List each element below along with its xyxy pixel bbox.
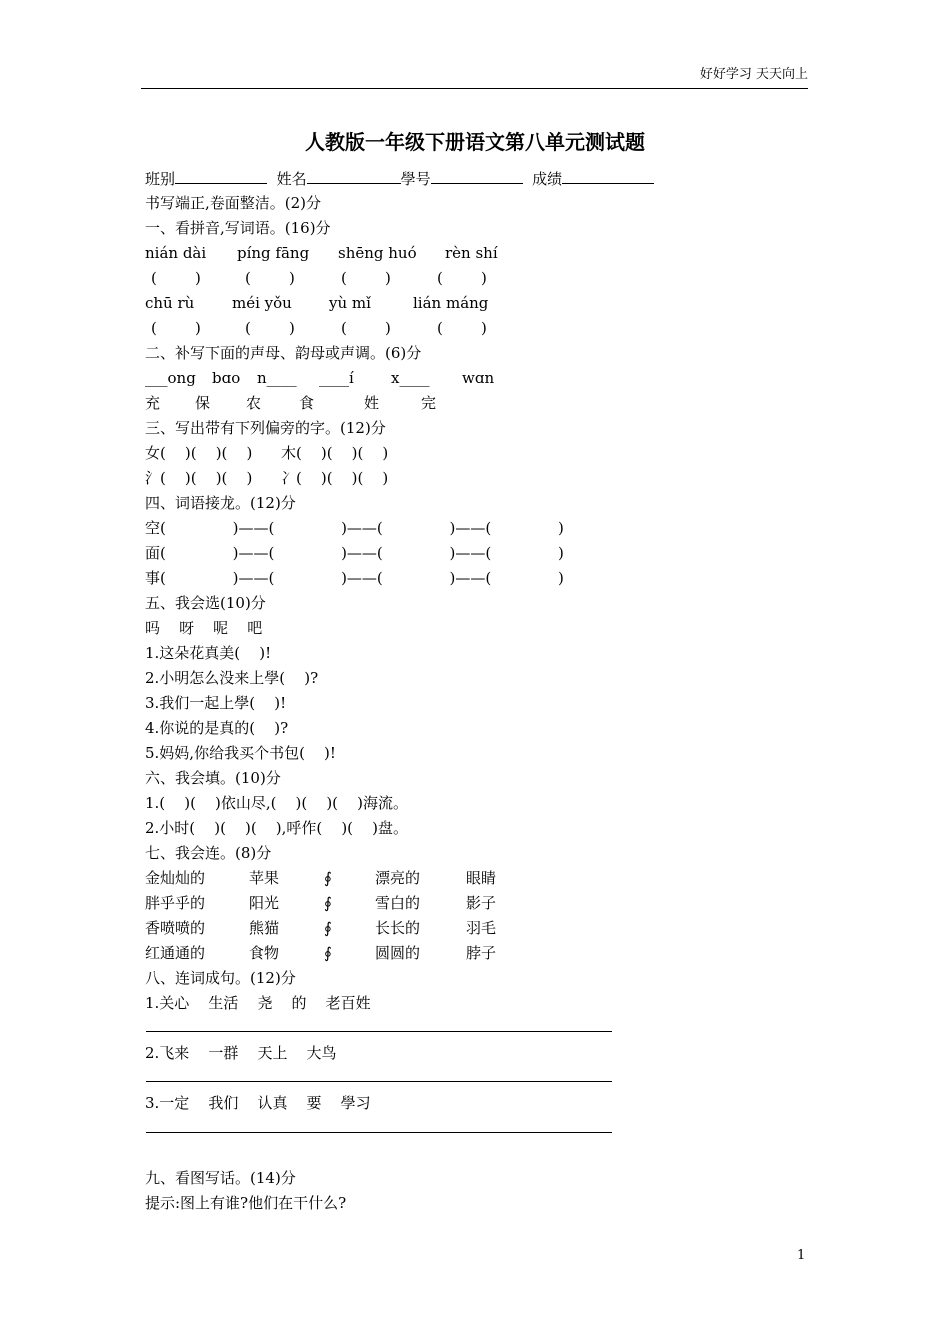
number-label: 學号 xyxy=(400,170,431,188)
hanzi-item: 姓 xyxy=(364,394,380,412)
pinyin-item: nián dài xyxy=(145,244,207,262)
answer-paren[interactable]: ( ) xyxy=(437,269,487,287)
poem-fill-item[interactable]: 1.( )( )依山尽,( )( )( )海流。 xyxy=(145,794,408,812)
section-9-heading: 九、看图写话。(14)分 xyxy=(145,1169,296,1187)
radical-line-1[interactable]: 女( )( )( ) 木( )( )( ) xyxy=(145,444,389,462)
section-5-heading: 五、我会选(10)分 xyxy=(145,594,266,612)
phonetic-item: wɑn xyxy=(462,369,495,387)
answer-line[interactable] xyxy=(146,1031,612,1032)
match-symbol: ∮ xyxy=(324,944,332,962)
answer-line[interactable] xyxy=(146,1081,612,1082)
phonetic-item: ___ong xyxy=(145,369,196,387)
page-number: 1 xyxy=(797,1248,806,1263)
sentence-words: 2.飞来 一群 天上 大鸟 xyxy=(145,1044,337,1062)
chain-start-word: 面 xyxy=(145,544,161,562)
choice-item[interactable]: 1.这朵花真美( )! xyxy=(145,644,272,662)
phonetic-item: ____í xyxy=(319,369,354,387)
hanzi-item: 充 xyxy=(145,394,161,412)
pinyin-item: shēng huó xyxy=(338,244,417,262)
hanzi-item: 食 xyxy=(299,394,315,412)
phonetic-item: n____ xyxy=(257,369,297,387)
answer-paren[interactable]: ( ) xyxy=(437,319,487,337)
match-noun[interactable]: 影子 xyxy=(466,894,497,912)
match-adjective[interactable]: 胖乎乎的 xyxy=(145,894,206,912)
phonetic-item: x____ xyxy=(391,369,430,387)
chain-start-word: 空 xyxy=(145,519,161,537)
match-symbol: ∮ xyxy=(324,919,332,937)
pinyin-item: chū rù xyxy=(145,294,195,312)
match-noun[interactable]: 脖子 xyxy=(466,944,497,962)
match-adjective[interactable]: 漂亮的 xyxy=(375,869,421,887)
match-noun[interactable]: 羽毛 xyxy=(466,919,497,937)
section-2-heading: 二、补写下面的声母、韵母或声调。(6)分 xyxy=(145,344,422,362)
student-info-line xyxy=(145,168,654,189)
writing-hint: 提示:图上有谁?他们在干什么? xyxy=(145,1194,347,1212)
match-adjective[interactable]: 金灿灿的 xyxy=(145,869,206,887)
number-blank[interactable] xyxy=(431,168,523,184)
chain-row[interactable] xyxy=(145,568,564,588)
answer-line[interactable] xyxy=(146,1132,612,1133)
answer-paren[interactable]: ( ) xyxy=(341,269,391,287)
chain-row[interactable] xyxy=(145,518,564,538)
answer-paren[interactable]: ( ) xyxy=(151,269,201,287)
section-3-heading: 三、写出带有下列偏旁的字。(12)分 xyxy=(145,419,386,437)
match-adjective[interactable]: 长长的 xyxy=(375,919,421,937)
chain-blanks[interactable]: ( )——( )——( )——( ) xyxy=(160,544,564,562)
neatness-note: 书写端正,卷面整洁。(2)分 xyxy=(145,194,322,212)
match-symbol: ∮ xyxy=(324,869,332,887)
match-noun[interactable]: 苹果 xyxy=(249,869,280,887)
name-label: 姓名 xyxy=(276,170,307,188)
section-7-heading: 七、我会连。(8)分 xyxy=(145,844,272,862)
answer-paren[interactable]: ( ) xyxy=(245,269,295,287)
sentence-words: 3.一定 我们 认真 要 學习 xyxy=(145,1094,371,1112)
match-symbol: ∮ xyxy=(324,894,332,912)
particle-options: 吗 呀 呢 吧 xyxy=(145,619,263,637)
match-noun[interactable]: 食物 xyxy=(249,944,280,962)
match-noun[interactable]: 眼睛 xyxy=(466,869,497,887)
choice-item[interactable]: 2.小明怎么没来上學( )? xyxy=(145,669,319,687)
chain-start-word: 事 xyxy=(145,569,161,587)
pinyin-item: lián máng xyxy=(413,294,489,312)
pinyin-item: píng fāng xyxy=(237,244,310,262)
section-6-heading: 六、我会填。(10)分 xyxy=(145,769,281,787)
sentence-words: 1.关心 生活 尧 的 老百姓 xyxy=(145,994,371,1012)
poem-fill-item[interactable]: 2.小时( )( )( ),呼作( )( )盘。 xyxy=(145,819,408,837)
match-noun[interactable]: 熊猫 xyxy=(249,919,280,937)
match-adjective[interactable]: 圆圆的 xyxy=(375,944,421,962)
pinyin-item: méi yǒu xyxy=(232,294,292,312)
hanzi-item: 完 xyxy=(421,394,437,412)
header-motto: 好好学习 天天向上 xyxy=(699,67,808,82)
header-rule xyxy=(141,88,808,89)
match-adjective[interactable]: 香喷喷的 xyxy=(145,919,206,937)
chain-blanks[interactable]: ( )——( )——( )——( ) xyxy=(160,519,564,537)
match-adjective[interactable]: 雪白的 xyxy=(375,894,421,912)
hanzi-item: 保 xyxy=(195,394,211,412)
choice-item[interactable]: 3.我们一起上學( )! xyxy=(145,694,287,712)
match-adjective[interactable]: 红通通的 xyxy=(145,944,206,962)
section-1-heading: 一、看拼音,写词语。(16)分 xyxy=(145,219,331,237)
phonetic-item: bɑo xyxy=(212,369,241,387)
radical-line-2[interactable]: 氵( )( )( ) 冫( )( )( ) xyxy=(145,469,389,487)
class-blank[interactable] xyxy=(175,168,267,184)
score-blank[interactable] xyxy=(562,168,654,184)
choice-item[interactable]: 4.你说的是真的( )? xyxy=(145,719,289,737)
answer-paren[interactable]: ( ) xyxy=(151,319,201,337)
section-4-heading: 四、词语接龙。(12)分 xyxy=(145,494,296,512)
class-label: 班别 xyxy=(145,170,176,188)
name-blank[interactable] xyxy=(307,168,401,184)
section-8-heading: 八、连词成句。(12)分 xyxy=(145,969,296,987)
pinyin-item: rèn shí xyxy=(445,244,498,262)
score-label: 成绩 xyxy=(532,170,563,188)
choice-item[interactable]: 5.妈妈,你给我买个书包( )! xyxy=(145,744,336,762)
chain-row[interactable] xyxy=(145,543,564,563)
pinyin-item: yù mǐ xyxy=(329,294,371,312)
page-title: 人教版一年级下册语文第八单元测试题 xyxy=(305,130,645,154)
hanzi-item: 农 xyxy=(246,394,262,412)
answer-paren[interactable]: ( ) xyxy=(341,319,391,337)
chain-blanks[interactable]: ( )——( )——( )——( ) xyxy=(160,569,564,587)
match-noun[interactable]: 阳光 xyxy=(249,894,280,912)
answer-paren[interactable]: ( ) xyxy=(245,319,295,337)
